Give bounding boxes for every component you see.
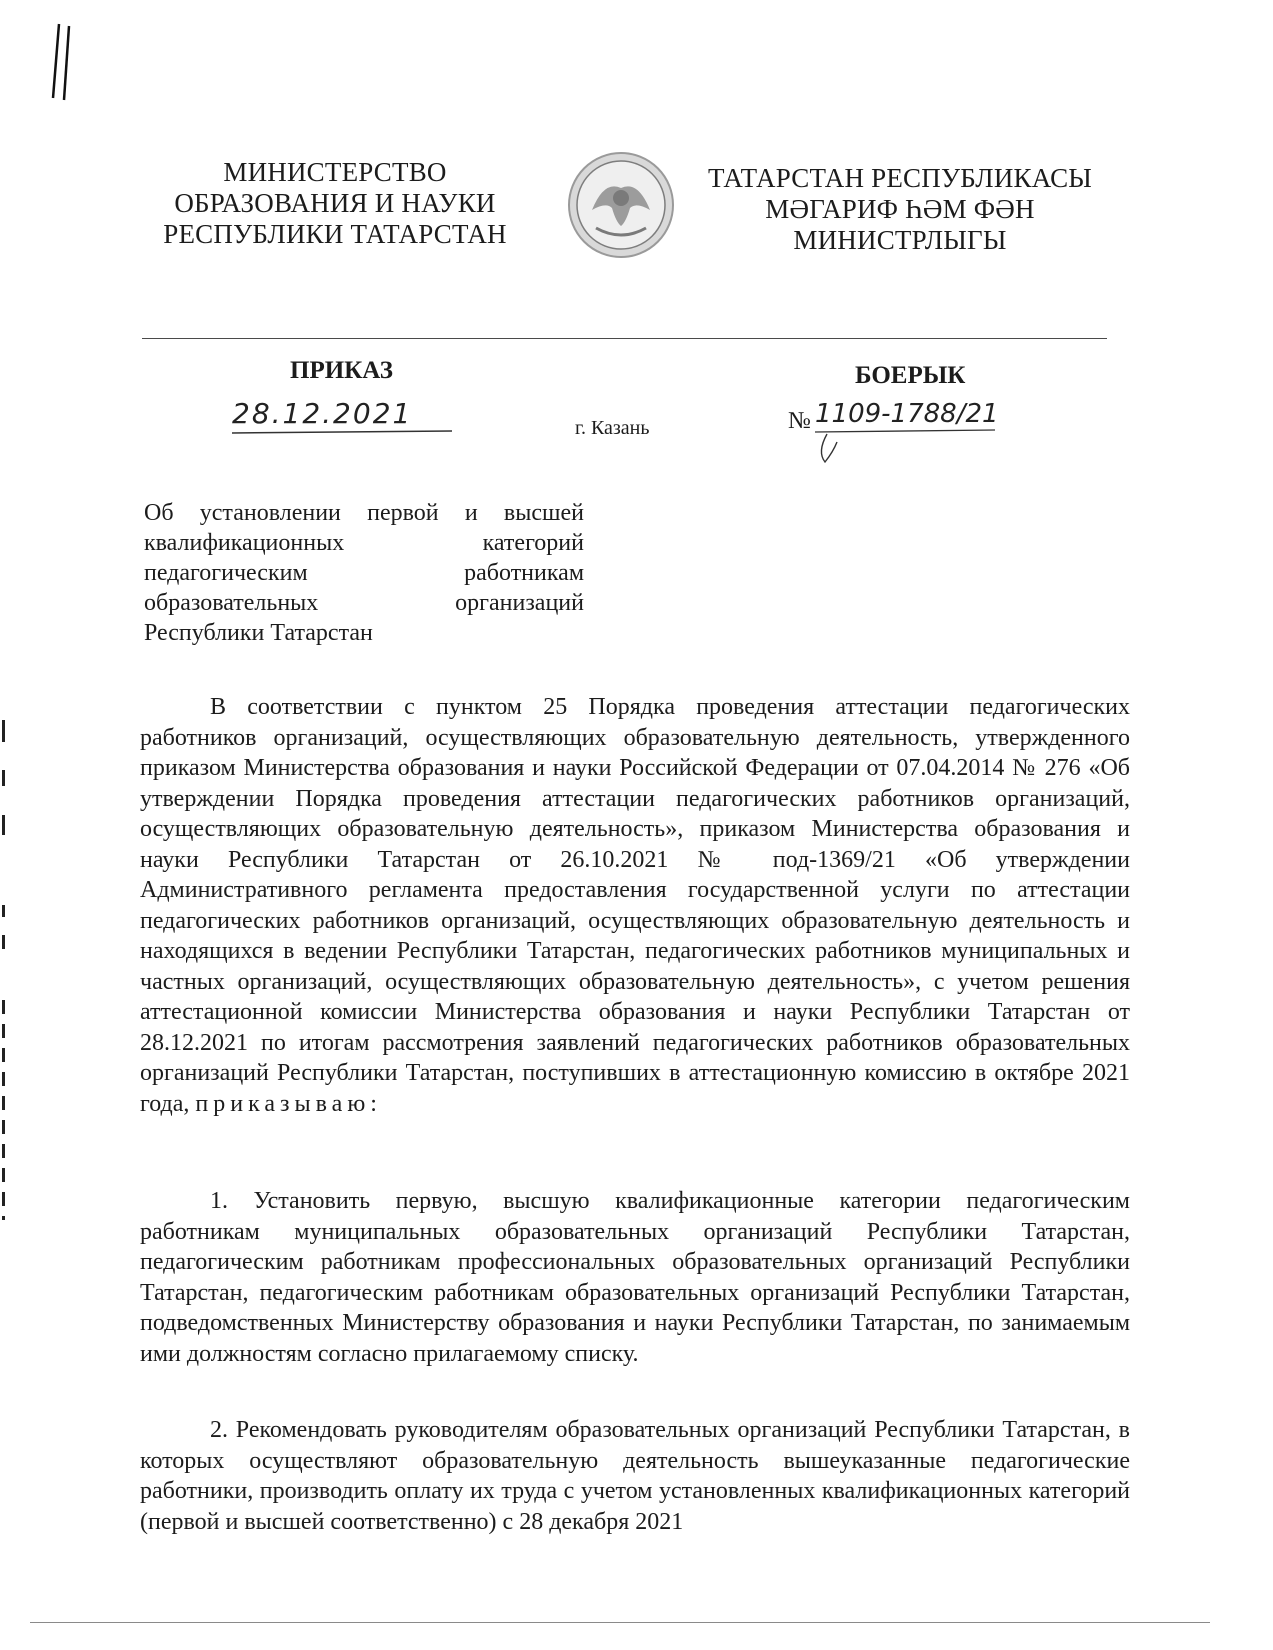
subject-line: квалификационных категорий	[144, 530, 584, 556]
date-value: 28.12.2021	[232, 397, 413, 430]
doc-type-russian: ПРИКАЗ	[290, 357, 393, 384]
clause-2: 2. Рекомендовать руководителям образовательных организаций Республики Татарстан, в которых осуществляют образовательную деятельность вышеуказанные педагогические работники, производить оплату их труда с учетом установленных квалификационных категорий (первой и высшей соответственно) с 28 декабря 2021	[140, 1417, 1130, 1535]
ministry-name-tatar	[700, 163, 1100, 256]
header-line: МИНИСТЕРСТВО	[223, 157, 447, 187]
number-value: 1109-1788/21	[815, 399, 999, 429]
city: г. Казань	[575, 417, 650, 439]
scan-edge-mark	[2, 720, 5, 742]
subject-line: Об установлении первой и высшей	[144, 500, 584, 526]
scan-edge-mark	[2, 815, 5, 835]
subject-line: образовательных организаций	[144, 590, 584, 616]
number-label: №	[788, 408, 811, 434]
header-divider	[142, 338, 1107, 339]
order-subject	[144, 498, 584, 648]
subject-line: Республики Татарстан	[144, 620, 373, 646]
header-line: МӘГАРИФ ҺӘМ ФӘН	[765, 194, 1035, 224]
order-word: приказываю:	[195, 1090, 382, 1117]
page-bottom-divider	[30, 1622, 1210, 1623]
scan-edge-mark	[2, 1000, 5, 1220]
coat-of-arms-icon	[566, 150, 676, 260]
scan-edge-mark	[2, 935, 5, 949]
scan-edge-mark	[2, 770, 5, 786]
subject-line: педагогическим работникам	[144, 560, 584, 586]
header-line: ОБРАЗОВАНИЯ И НАУКИ	[174, 188, 496, 218]
ministry-name-russian	[150, 157, 520, 250]
clause-1: 1. Установить первую, высшую квалификационные категории педагогическим работникам муниципальных образовательных организаций Республики Татарстан, педагогическим работникам профессиональных образовательных организаций Республики Татарстан, педагогическим работникам образовательных организаций Республики Татарстан, подведомственных Министерству образования и науки Республики Татарстан, по занимаемым ими должностям согласно прилагаемому списку.	[140, 1188, 1130, 1367]
header-line: ТАТАРСТАН РЕСПУБЛИКАСЫ	[707, 163, 1093, 193]
preamble-text: В соответствии с пунктом 25 Порядка проведения аттестации педагогических работников организаций, осуществляющих образовательную деятельность, утвержденного приказом Министерства образования и науки Российской Федерации от 07.04.2014 № 276 «Об утверждении Порядка проведения аттестации педагогических работников организаций, осуществляющих образовательную деятельность», приказом Министерства образования и науки Республики Татарстан от 26.10.2021 № под-1369/21 «Об утверждении Административного регламента предоставления государственной услуги по аттестации педагогических работников организаций, осуществляющих образовательную деятельность и находящихся в ведении Республики Татарстан, педагогических работников муниципальных и частных организаций, осуществляющих образовательную деятельность», с учетом решения аттестационной комиссии Министерства образования и науки Республики Татарстан от 28.12.2021 по итогам рассмотрения заявлений педагогических работников образовательных организаций Республики Татарстан, поступивших в аттестационную комиссию в октябре 2021 года,	[140, 694, 1130, 1117]
handwritten-date	[232, 397, 452, 443]
handwritten-mark	[47, 22, 77, 102]
doc-type-tatar: БОЕРЫК	[855, 362, 966, 389]
header-line: РЕСПУБЛИКИ ТАТАРСТАН	[163, 219, 507, 249]
scan-edge-mark	[2, 905, 5, 917]
header-line: МИНИСТРЛЫГЫ	[793, 225, 1007, 255]
handwritten-number	[815, 392, 1025, 492]
preamble-paragraph	[140, 692, 1130, 1119]
